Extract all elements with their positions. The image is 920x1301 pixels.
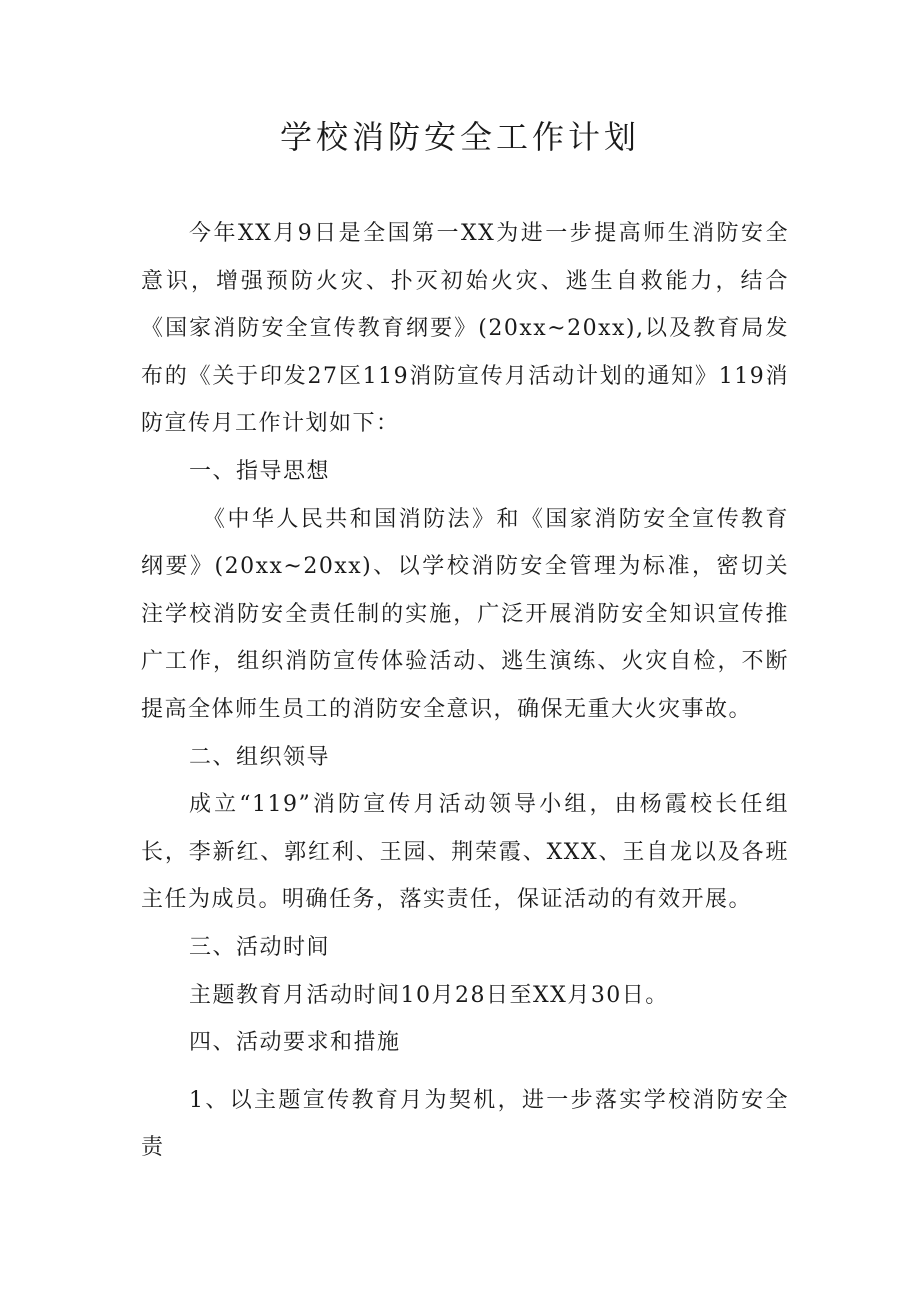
section-heading-guiding-ideology: 一、指导思想 <box>189 458 331 484</box>
activity-time-paragraph: 主题教育月活动时间10月28日至XX月30日。 <box>189 982 669 1008</box>
intro-paragraph: 今年XX月9日是全国第一XX为进一步提高师生消防安全意识，增强预防火灾、扑灭初始火灾、逃生自救能力，结合《国家消防安全宣传教育纲要》(20xx~20xx),以及教育局发布的《关于印发27区119消防宣传月活动计划的通知》119消防宣传月工作计划如下： <box>141 221 789 437</box>
requirements-item-1: 1、以主题宣传教育月为契机，进一步落实学校消防安全责 <box>141 1087 789 1161</box>
document-title: 学校消防安全工作计划 <box>279 118 640 156</box>
document-body <box>141 210 789 1172</box>
guiding-ideology-paragraph: 《中华人民共和国消防法》和《国家消防安全宣传教育纲要》(20xx~20xx)、以学校消防安全管理为标准，密切关注学校消防安全责任制的实施，广泛开展消防安全知识宣传推广工作，组织消防宣传体验活动、逃生演练、火灾自检，不断提高全体师生员工的消防安全意识，确保无重大火灾事故。 <box>141 506 789 722</box>
section-heading-organization: 二、组织领导 <box>189 744 331 770</box>
section-heading-activity-time: 三、活动时间 <box>189 934 331 960</box>
organization-paragraph: 成立“119”消防宣传月活动领导小组，由杨霞校长任组长，李新红、郭红利、王园、荆荣霞、XXX、王自龙以及各班主任为成员。明确任务，落实责任，保证活动的有效开展。 <box>141 792 789 913</box>
section-heading-requirements: 四、活动要求和措施 <box>189 1030 401 1056</box>
